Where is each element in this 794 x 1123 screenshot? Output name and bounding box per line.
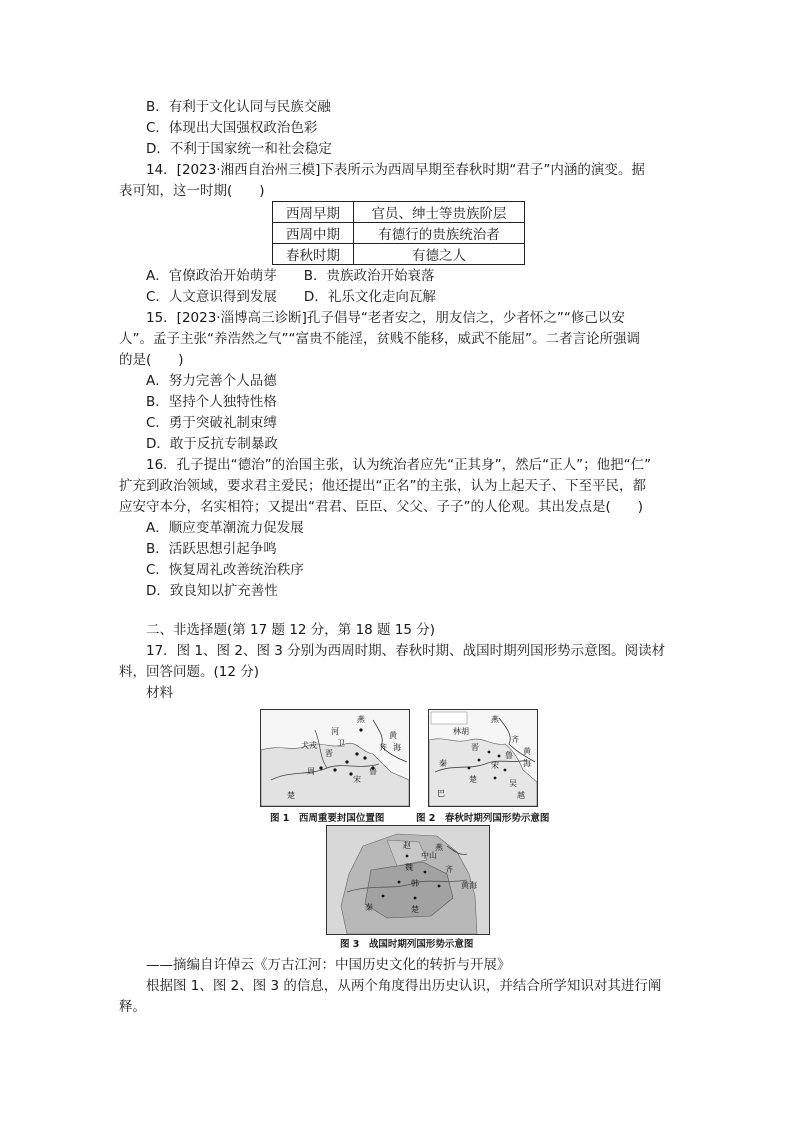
fig1-label: 卫 — [337, 739, 345, 748]
table-cell: 西周中期 — [273, 223, 354, 244]
q17-stem-line1: 17．图 1、图 2、图 3 分别为西周时期、春秋时期、战国时期列国形势示意图。阅读材 — [146, 643, 666, 659]
q16-stem-line1: 16．孔子提出“德治”的治国主张，认为统治者应先“正其身”，然后“正人”；他把“仁” — [146, 457, 652, 473]
figure2-caption: 图 2 春秋时期列国形势示意图 — [416, 813, 550, 824]
fig2-label: 楚 — [469, 775, 477, 784]
fig3-label: 楚 — [411, 905, 419, 914]
table-row — [273, 202, 525, 223]
fig3-label: 黄海 — [461, 881, 477, 890]
table-cell: 官员、绅士等贵族阶层 — [354, 202, 525, 223]
q16-option-b: B．活跃思想引起争鸣 — [146, 541, 277, 557]
q14-options-line2: C．人文意识得到发展 D．礼乐文化走向瓦解 — [146, 289, 436, 305]
fig2-label: 鲁 — [505, 751, 513, 760]
table-cell: 有德之人 — [354, 244, 525, 265]
q14-stem-line1: 14．[2023·湘西自治州三模]下表所示为西周早期至春秋时期“君子”内涵的演变。据 — [146, 162, 645, 178]
fig2-label: 海 — [523, 759, 531, 768]
fig1-label: 楚 — [287, 791, 295, 800]
fig1-label: 宋 — [353, 775, 361, 784]
q15-option-d: D．敢于反抗专制暴政 — [146, 436, 278, 452]
figure1-map-drawing — [261, 710, 409, 806]
fig2-label: 越 — [517, 791, 525, 800]
q16-option-c: C．恢复周礼改善统治秩序 — [146, 562, 304, 578]
q14-table — [272, 201, 525, 265]
q15-option-a: A．努力完善个人品德 — [146, 373, 277, 389]
table-cell: 西周早期 — [273, 202, 354, 223]
q17-stem-line2: 料，回答问题。(12 分) — [119, 664, 260, 680]
fig2-label: 黄 — [523, 747, 531, 756]
q15-stem-line2: 人”。孟子主张“养浩然之气”“富贵不能淫，贫贱不能移，威武不能屈”。二者言论所强调 — [119, 331, 640, 347]
table-row — [273, 223, 525, 244]
q16-stem-line2: 扩充到政治领域，要求君主爱民；他还提出“正名”的主张，认为上起天子、下至平民，都 — [119, 478, 646, 494]
fig1-label: 燕 — [357, 715, 365, 724]
q17-question-line1: 根据图 1、图 2、图 3 的信息，从两个角度得出历史认识，并结合所学知识对其进行阐 — [146, 978, 662, 994]
fig1-label: 鲁 — [369, 767, 377, 776]
fig3-label: 赵 — [403, 841, 411, 850]
figure2-map — [428, 709, 538, 807]
fig1-label: 晋 — [325, 749, 333, 758]
q17-source: ——摘编自许倬云《万古江河：中国历史文化的转折与开展》 — [146, 957, 511, 973]
fig1-label: 犬戎 — [301, 741, 317, 750]
fig2-label: 晋 — [471, 743, 479, 752]
fig2-label: 宋 — [491, 761, 499, 770]
q14-stem-line2: 表可知，这一时期( ) — [119, 183, 265, 199]
q17-material-label: 材料 — [146, 685, 173, 701]
q15-option-b: B．坚持个人独特性格 — [146, 394, 277, 410]
q13-option-c: C．体现出大国强权政治色彩 — [146, 120, 318, 136]
q15-stem-line3: 的是( ) — [119, 352, 184, 368]
fig2-label: 秦 — [439, 759, 447, 768]
q16-option-a: A．顺应变革潮流力促发展 — [146, 520, 304, 536]
fig1-label: 周 — [307, 767, 315, 776]
figure3-caption: 图 3 战国时期列国形势示意图 — [340, 939, 474, 950]
q15-stem-line1: 15．[2023·淄博高三诊断]孔子倡导“老者安之，朋友信之，少者怀之”“修己以安 — [146, 310, 625, 326]
q16-stem-line3: 应安守本分，名实相符；又提出“君君、臣臣、父父、子子”的人伦观。其出发点是( ) — [119, 499, 644, 515]
fig3-label: 齐 — [445, 865, 453, 874]
fig2-label: 林胡 — [453, 727, 469, 736]
fig3-label: 魏 — [405, 863, 413, 872]
fig3-label: 中山 — [421, 851, 437, 860]
figure1-caption: 图 1 西周重要封国位置图 — [270, 813, 385, 824]
q17-question-line2: 释。 — [119, 999, 146, 1015]
q16-option-d: D．致良知以扩充善性 — [146, 583, 278, 599]
fig3-label: 秦 — [365, 903, 373, 912]
figure3-map-drawing — [327, 826, 489, 934]
fig2-label: 燕 — [491, 715, 499, 724]
fig2-label: 吴 — [509, 779, 517, 788]
table-cell: 春秋时期 — [273, 244, 354, 265]
fig3-label: 燕 — [435, 843, 443, 852]
fig1-label: 海 — [393, 743, 401, 752]
fig1-label: 黄 — [389, 731, 397, 740]
fig2-label: 巴 — [437, 789, 445, 798]
table-cell: 有德行的贵族统治者 — [354, 223, 525, 244]
fig3-label: 韩 — [411, 879, 419, 888]
table-row — [273, 244, 525, 265]
figure3-map — [326, 825, 490, 935]
fig1-label: 河 — [331, 727, 339, 736]
fig2-label: 齐 — [511, 735, 519, 744]
q13-option-d: D．不利于国家统一和社会稳定 — [146, 141, 332, 157]
figure2-map-drawing — [429, 710, 537, 806]
section2-heading: 二、非选择题(第 17 题 12 分，第 18 题 15 分) — [146, 622, 436, 638]
q13-option-b: B．有利于文化认同与民族交融 — [146, 99, 331, 115]
fig1-label: 齐 — [379, 743, 387, 752]
figure1-map — [260, 709, 410, 807]
q15-option-c: C．勇于突破礼制束缚 — [146, 415, 277, 431]
q14-options-line1: A．官僚政治开始萌芽 B．贵族政治开始衰落 — [146, 268, 435, 284]
